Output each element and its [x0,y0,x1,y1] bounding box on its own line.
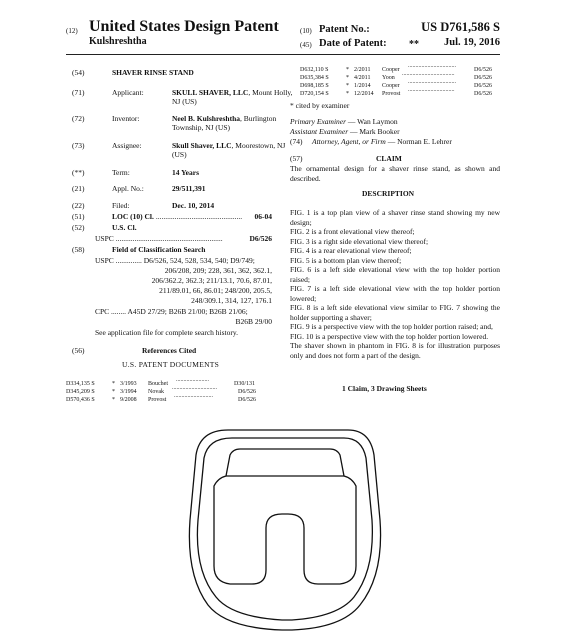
description-paragraph: FIG. 6 is a left side elevational view with the top holder portion raised; [290,265,500,284]
ref-class: D6/526 [474,74,492,81]
holder-outline [214,449,356,584]
ref-star: * [346,74,349,81]
leader-dots: .......................... [174,393,213,399]
ref-star: * [112,396,115,403]
ref-number: D698,185 S [300,82,329,89]
ref-name: Cooper [382,66,400,73]
ref-number: D334,135 S [66,380,95,387]
term-value: 14 Years [172,168,200,177]
term-stars: ** [409,39,419,50]
field-code: (51) [72,212,85,221]
field-code: (58) [72,245,85,254]
assistant-examiner-name: — Mark Booker [348,127,400,136]
cited-by-examiner-note: * cited by examiner [290,101,350,110]
code-12: (12) [66,27,78,35]
field-code: (74) [290,137,303,146]
leader-dots: ................................ [408,63,456,69]
base-inner-rim [197,438,372,620]
field-label: Primary Examiner [290,117,347,126]
code-10: (10) [300,27,312,35]
description-paragraph: FIG. 10 is a perspective view with the top holder portion lowered. [290,331,489,341]
assignee-location: , Moorestown, NJ [231,141,286,150]
primary-examiner-name: — Wan Laymon [346,117,398,126]
ref-date: 1/2014 [354,82,371,89]
cpc-line: CPC ........ A45D 27/29; B26B 21/00; B26B 21/06; [95,307,248,316]
ref-date: 3/1993 [120,380,137,387]
field-code: (22) [72,201,85,210]
description-paragraph: FIG. 2 is a front elevational view thereof; [290,227,415,236]
code-45: (45) [300,41,312,49]
field-label: LOC (10) Cl. [112,212,154,221]
claims-sheets-summary: 1 Claim, 3 Drawing Sheets [342,384,427,393]
attorney-name: — Norman E. Lehrer [385,137,452,146]
description-paragraph: FIG. 3 is a right side elevational view thereof; [290,236,429,246]
ref-name: Novak [148,388,164,395]
search-history-note: See application file for complete search history. [95,328,239,337]
field-label: Appl. No.: [112,184,144,193]
assignee-location-2: (US) [172,150,187,159]
leader-dots: ...................... [176,377,209,383]
field-label: USPC [95,234,114,243]
ref-class: D6/526 [238,396,256,403]
description-paragraph: FIG. 4 is a rear elevational view thereof; [290,246,412,255]
field-code: (**) [72,168,85,177]
claim-text: The ornamental design for a shaver rinse stand, as shown and described. [290,164,500,183]
field-code: (72) [72,114,85,123]
ref-class: D6/526 [474,66,492,73]
description-paragraph: FIG. 5 is a bottom plan view thereof; [290,255,402,265]
field-label: Applicant: [112,88,144,97]
leader-dots: ................................... [402,71,455,77]
ref-star: * [112,380,115,387]
uspc-line: 206/208, 209; 228, 361, 362, 362.1, [164,266,272,275]
ref-name: Bouchet [148,380,168,387]
ref-number: D632,110 S [300,66,329,73]
assignee-name: Skull Shaver, LLC [172,141,232,150]
invention-title: SHAVER RINSE STAND [112,68,194,77]
description-heading: DESCRIPTION [362,189,415,198]
inventor-location: , Burlington [240,114,277,123]
field-code: (56) [72,346,85,355]
ref-date: 4/2011 [354,74,371,81]
field-label: Filed: [112,201,130,210]
description-paragraph: The shaver shown in phantom in FIG. 8 is for illustration purposes only and does not form a part of the design. [290,341,500,360]
claim-heading: CLAIM [376,154,402,163]
leader-dots: .............................. [172,385,217,391]
ref-date: 12/2014 [354,90,374,97]
leader-dots: ............................... [408,87,455,93]
ref-name: Yoon [382,74,395,81]
ref-name: Provost [382,90,401,97]
ref-class: D6/526 [474,90,492,97]
document-title: United States Design Patent [89,18,279,35]
description-paragraph: FIG. 9 is a perspective view with the top holder portion raised; and, [290,322,493,331]
inventor-location-2: Township, NJ (US) [172,123,231,132]
ref-number: D635,384 S [300,74,329,81]
loc-class-value: 06-04 [254,212,272,221]
ref-name: Cooper [382,82,400,89]
field-label: U.S. Cl. [112,223,137,232]
field-label: Inventor: [112,114,140,123]
field-label: Assignee: [112,141,142,150]
uspc-line: 248/309.1, 314, 127, 176.1 [191,296,272,305]
field-label: Term: [112,168,130,177]
applicant-name: SKULL SHAVER, LLC [172,88,249,97]
ref-date: 3/1994 [120,388,137,395]
field-code: (73) [72,141,85,150]
filed-date: Dec. 10, 2014 [172,201,215,210]
field-label: Assistant Examiner [290,127,349,136]
uspc-line: 211/89.01, 66, 86.01; 248/200, 205.5, [159,286,272,295]
ref-number: D720,154 S [300,90,329,97]
applicant-location: , Mount Holly, [248,88,293,97]
description-paragraph: FIG. 8 is a left side elevational view similar to FIG. 7 showing the holder supporting a shaver; [290,303,500,322]
field-code: (52) [72,223,85,232]
uspc-line: 206/362.2, 362.3; 211/13.1, 70.6, 87.01, [151,276,272,285]
ref-number: D345,209 S [66,388,95,395]
description-paragraph: FIG. 1 is a top plan view of a shaver rinse stand showing my new design; [290,208,500,227]
inventor-name: Neel B. Kulshreshtha [172,114,240,123]
inventor-short-name: Kulshreshtha [89,36,147,47]
patent-date: Jul. 19, 2016 [443,37,500,48]
leader-dots: ......................................................... [115,234,223,243]
leader-dots: ................................ [408,79,456,85]
applicant-location-2: NJ (US) [172,97,197,106]
ref-star: * [346,82,349,89]
application-number: 29/511,391 [172,184,206,193]
ref-number: D570,436 S [66,396,95,403]
description-paragraph: FIG. 7 is a left side elevational view with the top holder portion lowered; [290,284,500,303]
ref-name: Provost [148,396,167,403]
ref-class: D6/526 [474,82,492,89]
claim-code: (57) [290,154,303,163]
field-code: (21) [72,184,85,193]
ref-class: D6/526 [238,388,256,395]
field-label: Attorney, Agent, or Firm [312,137,386,146]
field-label: Field of Classification Search [112,245,206,254]
us-patent-documents-heading: U.S. PATENT DOCUMENTS [122,360,220,369]
ref-date: 9/2008 [120,396,137,403]
uspc-value: D6/526 [249,234,272,243]
ref-date: 2/2011 [354,66,371,73]
ref-star: * [346,66,349,73]
field-code: (54) [72,68,85,77]
ref-star: * [112,388,115,395]
field-label: References Cited [142,346,197,355]
cpc-line: B26B 29/00 [235,317,272,326]
field-code: (71) [72,88,85,97]
patent-no-label: Patent No.: [319,24,370,35]
patent-number: US D761,586 S [421,20,500,34]
date-label: Date of Patent: [319,38,387,49]
leader-dots: .............................................. [155,212,243,221]
ref-star: * [346,90,349,97]
ref-class: D30/131 [234,380,255,387]
uspc-line: USPC .............. D6/526, 524, 528, 534, 540; D9/749; [95,256,255,265]
